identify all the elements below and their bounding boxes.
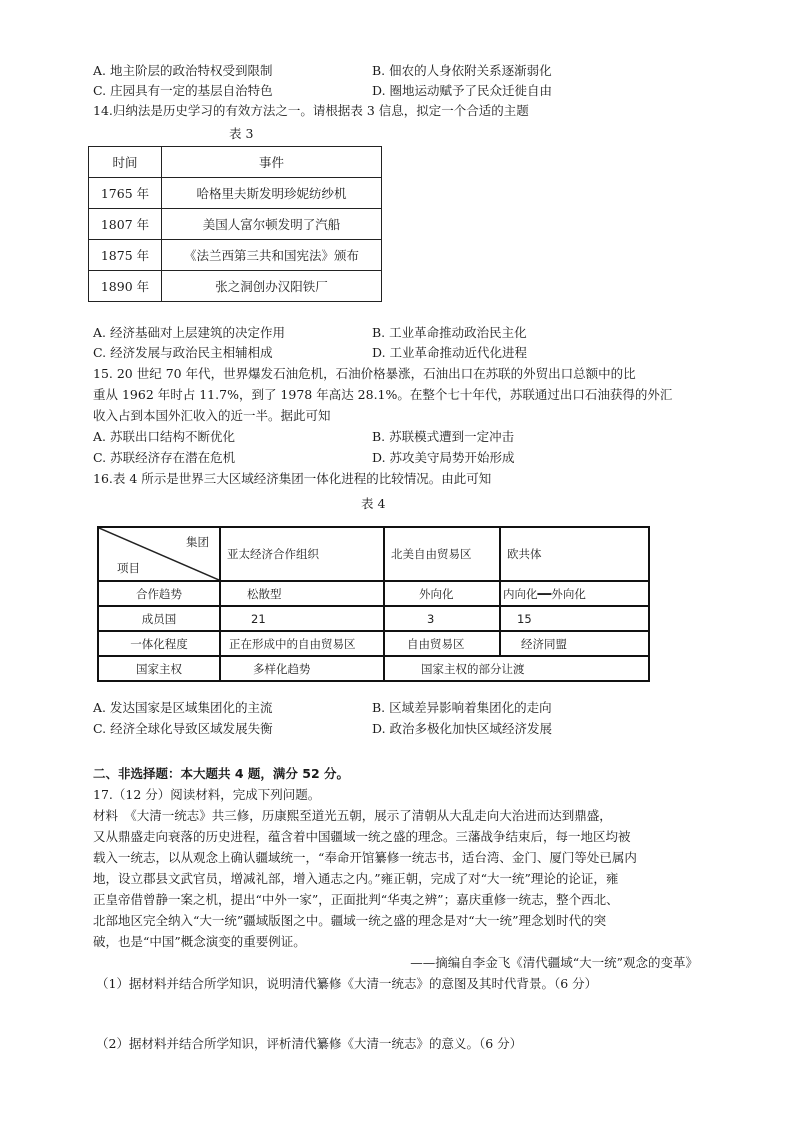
q15-line-3: 收入占到本国外汇收入的近一半。据此可知 [93, 408, 331, 423]
table-row [89, 271, 382, 302]
material-line: 北部地区完全纳入“大一统”疆域版图之中。疆域一统之盛的理念是对“大一统”理念划时代的突 [93, 913, 607, 928]
row-label: 成员国 [98, 606, 220, 631]
row-cell: 多样化趋势 [220, 656, 384, 681]
row-cell: 15 [500, 606, 649, 631]
row-event: 美国人富尔顿发明了汽船 [162, 209, 382, 240]
row-cell: 内向化━━外向化 [500, 581, 649, 606]
q16-stem: 16.表 4 所示是世界三大区域经济集团一体化进程的比较情况。由此可知 [93, 471, 492, 486]
table3-caption: 表 3 [229, 126, 254, 141]
table-row [98, 581, 649, 606]
row-event: 《法兰西第三共和国宪法》颁布 [162, 240, 382, 271]
material-source: ——摘编自李金飞《清代疆域“大一统”观念的变革》 [410, 955, 698, 970]
q16-option-a: A. 发达国家是区域集团化的主流 [93, 700, 273, 715]
row-label: 国家主权 [98, 656, 220, 681]
corner-top-label: 集团 [186, 535, 209, 549]
table-header-row [98, 527, 649, 581]
q15-line-2: 重从 1962 年时占 11.7%，到了 1978 年高达 28.1%。在整个七十年代，苏联通过出口石油获得的外汇 [93, 387, 673, 402]
table-3 [88, 146, 382, 302]
row-cell: 3 [384, 606, 500, 631]
col-nafta: 北美自由贸易区 [384, 527, 500, 581]
row-label: 合作趋势 [98, 581, 220, 606]
table-row [89, 240, 382, 271]
row-cell: 经济同盟 [500, 631, 649, 656]
q13-option-d: D. 圈地运动赋予了民众迁徙自由 [372, 83, 553, 98]
q14-option-d: D. 工业革命推动近代化进程 [372, 345, 528, 360]
q16-option-b: B. 区域差异影响着集团化的走向 [372, 700, 552, 715]
q17-sub-2: （2）据材料并结合所学知识，评析清代纂修《大清一统志》的意义。（6 分） [96, 1036, 523, 1051]
q14-option-c: C. 经济发展与政治民主相辅相成 [93, 345, 273, 360]
row-year: 1890 年 [89, 271, 162, 302]
material-line: 正皇帝借曾静一案之机，提出“中外一家”，正面批判“华夷之辨”；嘉庆重修一统志，整个西北、 [93, 892, 619, 907]
material-line: 又从鼎盛走向衰落的历史进程，蕴含着中国疆域一统之盛的理念。三藩战争结束后，每一地区均被 [93, 829, 631, 844]
table-row [98, 606, 649, 631]
table-header-row [89, 147, 382, 178]
row-year: 1807 年 [89, 209, 162, 240]
q14-option-a: A. 经济基础对上层建筑的决定作用 [93, 325, 285, 340]
row-event: 张之洞创办汉阳铁厂 [162, 271, 382, 302]
col-ec: 欧共体 [500, 527, 649, 581]
q15-line-1: 15. 20 世纪 70 年代，世界爆发石油危机，石油价格暴涨，石油出口在苏联的外贸出口总额中的比 [93, 366, 636, 381]
header-event: 事件 [162, 147, 382, 178]
table-row [98, 656, 649, 681]
q16-option-c: C. 经济全球化导致区域发展失衡 [93, 721, 273, 736]
q15-option-b: B. 苏联模式遭到一定冲击 [372, 429, 515, 444]
row-cell: 21 [220, 606, 384, 631]
table4-caption: 表 4 [361, 496, 386, 511]
row-cell: 自由贸易区 [384, 631, 500, 656]
row-cell: 国家主权的部分让渡 [384, 656, 649, 681]
row-cell: 正在形成中的自由贸易区 [220, 631, 384, 656]
q15-option-c: C. 苏联经济存在潜在危机 [93, 450, 236, 465]
corner-bottom-label: 项目 [117, 561, 140, 575]
col-apec: 亚太经济合作组织 [220, 527, 384, 581]
q15-option-a: A. 苏联出口结构不断优化 [93, 429, 235, 444]
q13-option-a: A. 地主阶层的政治特权受到限制 [93, 63, 273, 78]
material-line: 地，设立郡县文武官员，增减礼部，增入通志之内。”雍正朝，完成了对“大一统”理论的论证，雍 [93, 871, 619, 886]
row-event: 哈格里夫斯发明珍妮纺纱机 [162, 178, 382, 209]
material-line: 材料 《大清一统志》共三修，历康熙至道光五朝，展示了清朝从大乱走向大治进而达到鼎盛， [93, 808, 612, 823]
table-row [89, 209, 382, 240]
q15-option-d: D. 苏攻美守局势开始形成 [372, 450, 515, 465]
q14-option-b: B. 工业革命推动政治民主化 [372, 325, 527, 340]
row-year: 1875 年 [89, 240, 162, 271]
row-label: 一体化程度 [98, 631, 220, 656]
row-cell: 外向化 [384, 581, 500, 606]
q14-stem: 14.归纳法是历史学习的有效方法之一。请根据表 3 信息，拟定一个合适的主题 [93, 103, 529, 118]
section-title: 二、非选择题：本大题共 4 题，满分 52 分。 [93, 766, 350, 781]
material-line: 载入一统志，以从观念上确认疆域统一，“奉命开馆纂修一统志书，适台湾、金门、厦门等处已属内 [93, 850, 637, 865]
table-corner-cell [98, 527, 220, 581]
q17-sub-1: （1）据材料并结合所学知识，说明清代纂修《大清一统志》的意图及其时代背景。（6 分） [96, 976, 598, 991]
row-cell: 松散型 [220, 581, 384, 606]
material-line: 破，也是“中国”概念演变的重要例证。 [93, 934, 306, 949]
row-year: 1765 年 [89, 178, 162, 209]
table-4 [97, 526, 650, 682]
q17-head: 17.（12 分）阅读材料，完成下列问题。 [93, 787, 321, 802]
q16-option-d: D. 政治多极化加快区域经济发展 [372, 721, 553, 736]
table-row [98, 631, 649, 656]
q13-option-b: B. 佃农的人身依附关系逐渐弱化 [372, 63, 552, 78]
table-row [89, 178, 382, 209]
q13-option-c: C. 庄园具有一定的基层自治特色 [93, 83, 273, 98]
header-time: 时间 [89, 147, 162, 178]
